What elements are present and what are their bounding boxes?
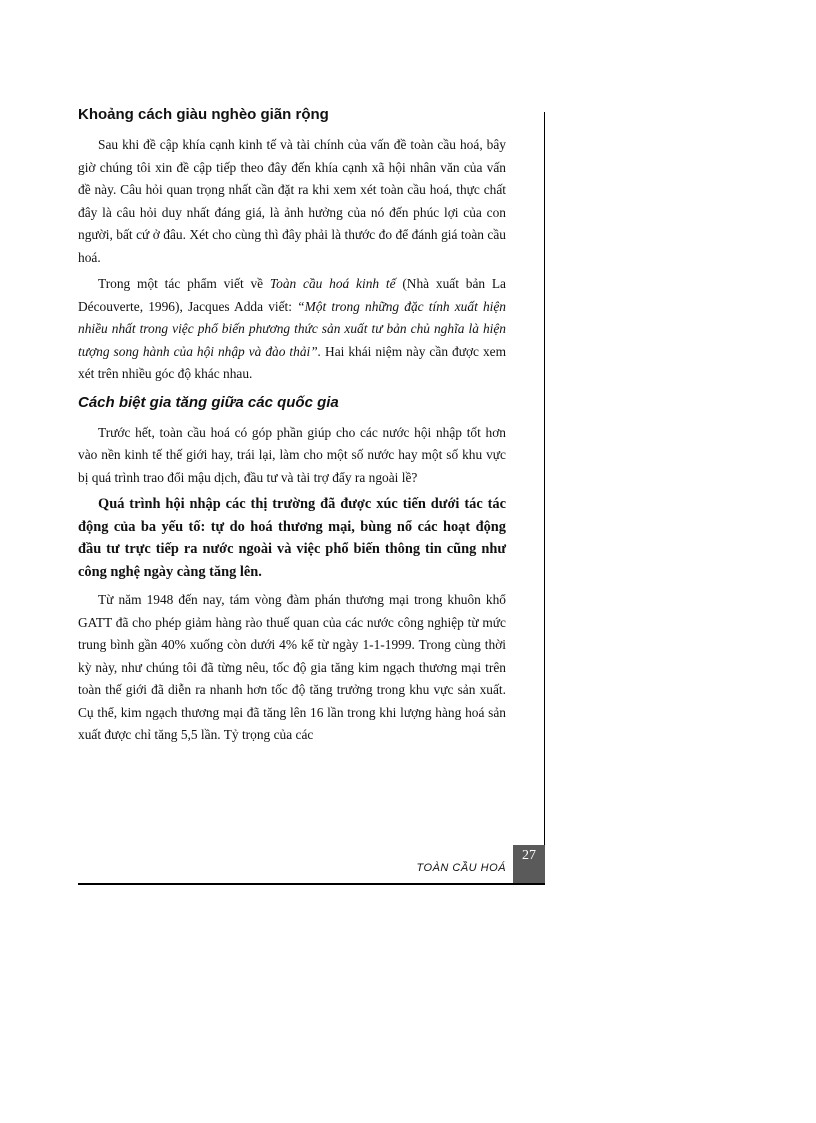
paragraph-question: Trước hết, toàn cầu hoá có góp phần giúp cho các nước hội nhập tốt hơn vào nền kinh tế thế giới hay, trái lại, làm cho một số nước hay một số khu vực bị quá trình trao đổi mậu dịch, đầu tư và tài trợ đẩy ra ngoài lề? bbox=[78, 424, 506, 485]
adda-quotation: “Một trong những đặc tính xuất hiện nhiều nhất trong việc phổ biến phương thức sản xuất tư bản chủ nghĩa là hiện tượng song hành của hội nhập và đào thải”. bbox=[78, 298, 507, 359]
paragraph-gatt: Từ năm 1948 đến nay, tám vòng đàm phán thương mại trong khuôn khổ GATT đã cho phép giảm hàng rào thuế quan của các nước công nghiệp từ mức trung bình gần 40% xuống còn dưới 4% kể từ ngày 1-1-1999. Trong cùng thời kỳ này, như chúng tôi đã từng nêu, tốc độ gia tăng kim ngạch thương mại trên toàn thế giới đã diễn ra nhanh hơn tốc độ tăng trưởng trong khu vực sản xuất. Cụ thể, kim ngạch thương mại đã tăng lên 16 lần trong khi lượng hàng hoá sản xuất được chỉ tăng 5,5 lần. Tỷ trọng của các bbox=[78, 592, 506, 742]
section-heading: Khoảng cách giàu nghèo giãn rộng bbox=[78, 106, 329, 123]
paragraph-adda-quote bbox=[78, 273, 506, 386]
paragraph-intro: Sau khi đề cập khía cạnh kinh tế và tài chính của vấn đề toàn cầu hoá, bây giờ chúng tôi xin đề cập tiếp theo đây đến khía cạnh xã hội nhân văn của vấn đề này. Câu hỏi quan trọng nhất cần đặt ra khi xem xét toàn cầu hoá, thực chất đây là câu hỏi duy nhất đáng giá, là ảnh hưởng của nó đến phúc lợi của con người, bất cứ ở đâu. Xét cho cùng thì đây phải là thước đo để đánh giá toàn cầu hoá. bbox=[78, 137, 506, 265]
page-number: 27 bbox=[513, 845, 545, 883]
book-title: Toàn cầu hoá kinh tế bbox=[269, 276, 396, 291]
paragraph-bold-summary: Quá trình hội nhập các thị trường đã được xúc tiến dưới tác tác động của ba yếu tố: tự do hoá thương mại, bùng nổ các hoạt động đầu tư trực tiếp ra nước ngoài và việc phổ biến thông tin cũng như công nghệ ngày càng tăng lên. bbox=[78, 496, 506, 580]
right-margin-rule bbox=[544, 112, 545, 884]
para2-text-b: (Nhà xuất bản La Découverte, 1996), Jacques Adda viết: bbox=[78, 276, 506, 314]
footer-rule bbox=[78, 883, 545, 885]
page-body bbox=[78, 104, 506, 751]
subsection-heading: Cách biệt gia tăng giữa các quốc gia bbox=[78, 393, 339, 411]
para2-text-a: Trong một tác phẩm viết về bbox=[98, 276, 270, 291]
running-head: TOÀN CẦU HOÁ bbox=[416, 862, 506, 874]
para2-text-c: Hai khái niệm này cần được xem xét trên nhiều góc độ khác nhau. bbox=[78, 343, 507, 381]
